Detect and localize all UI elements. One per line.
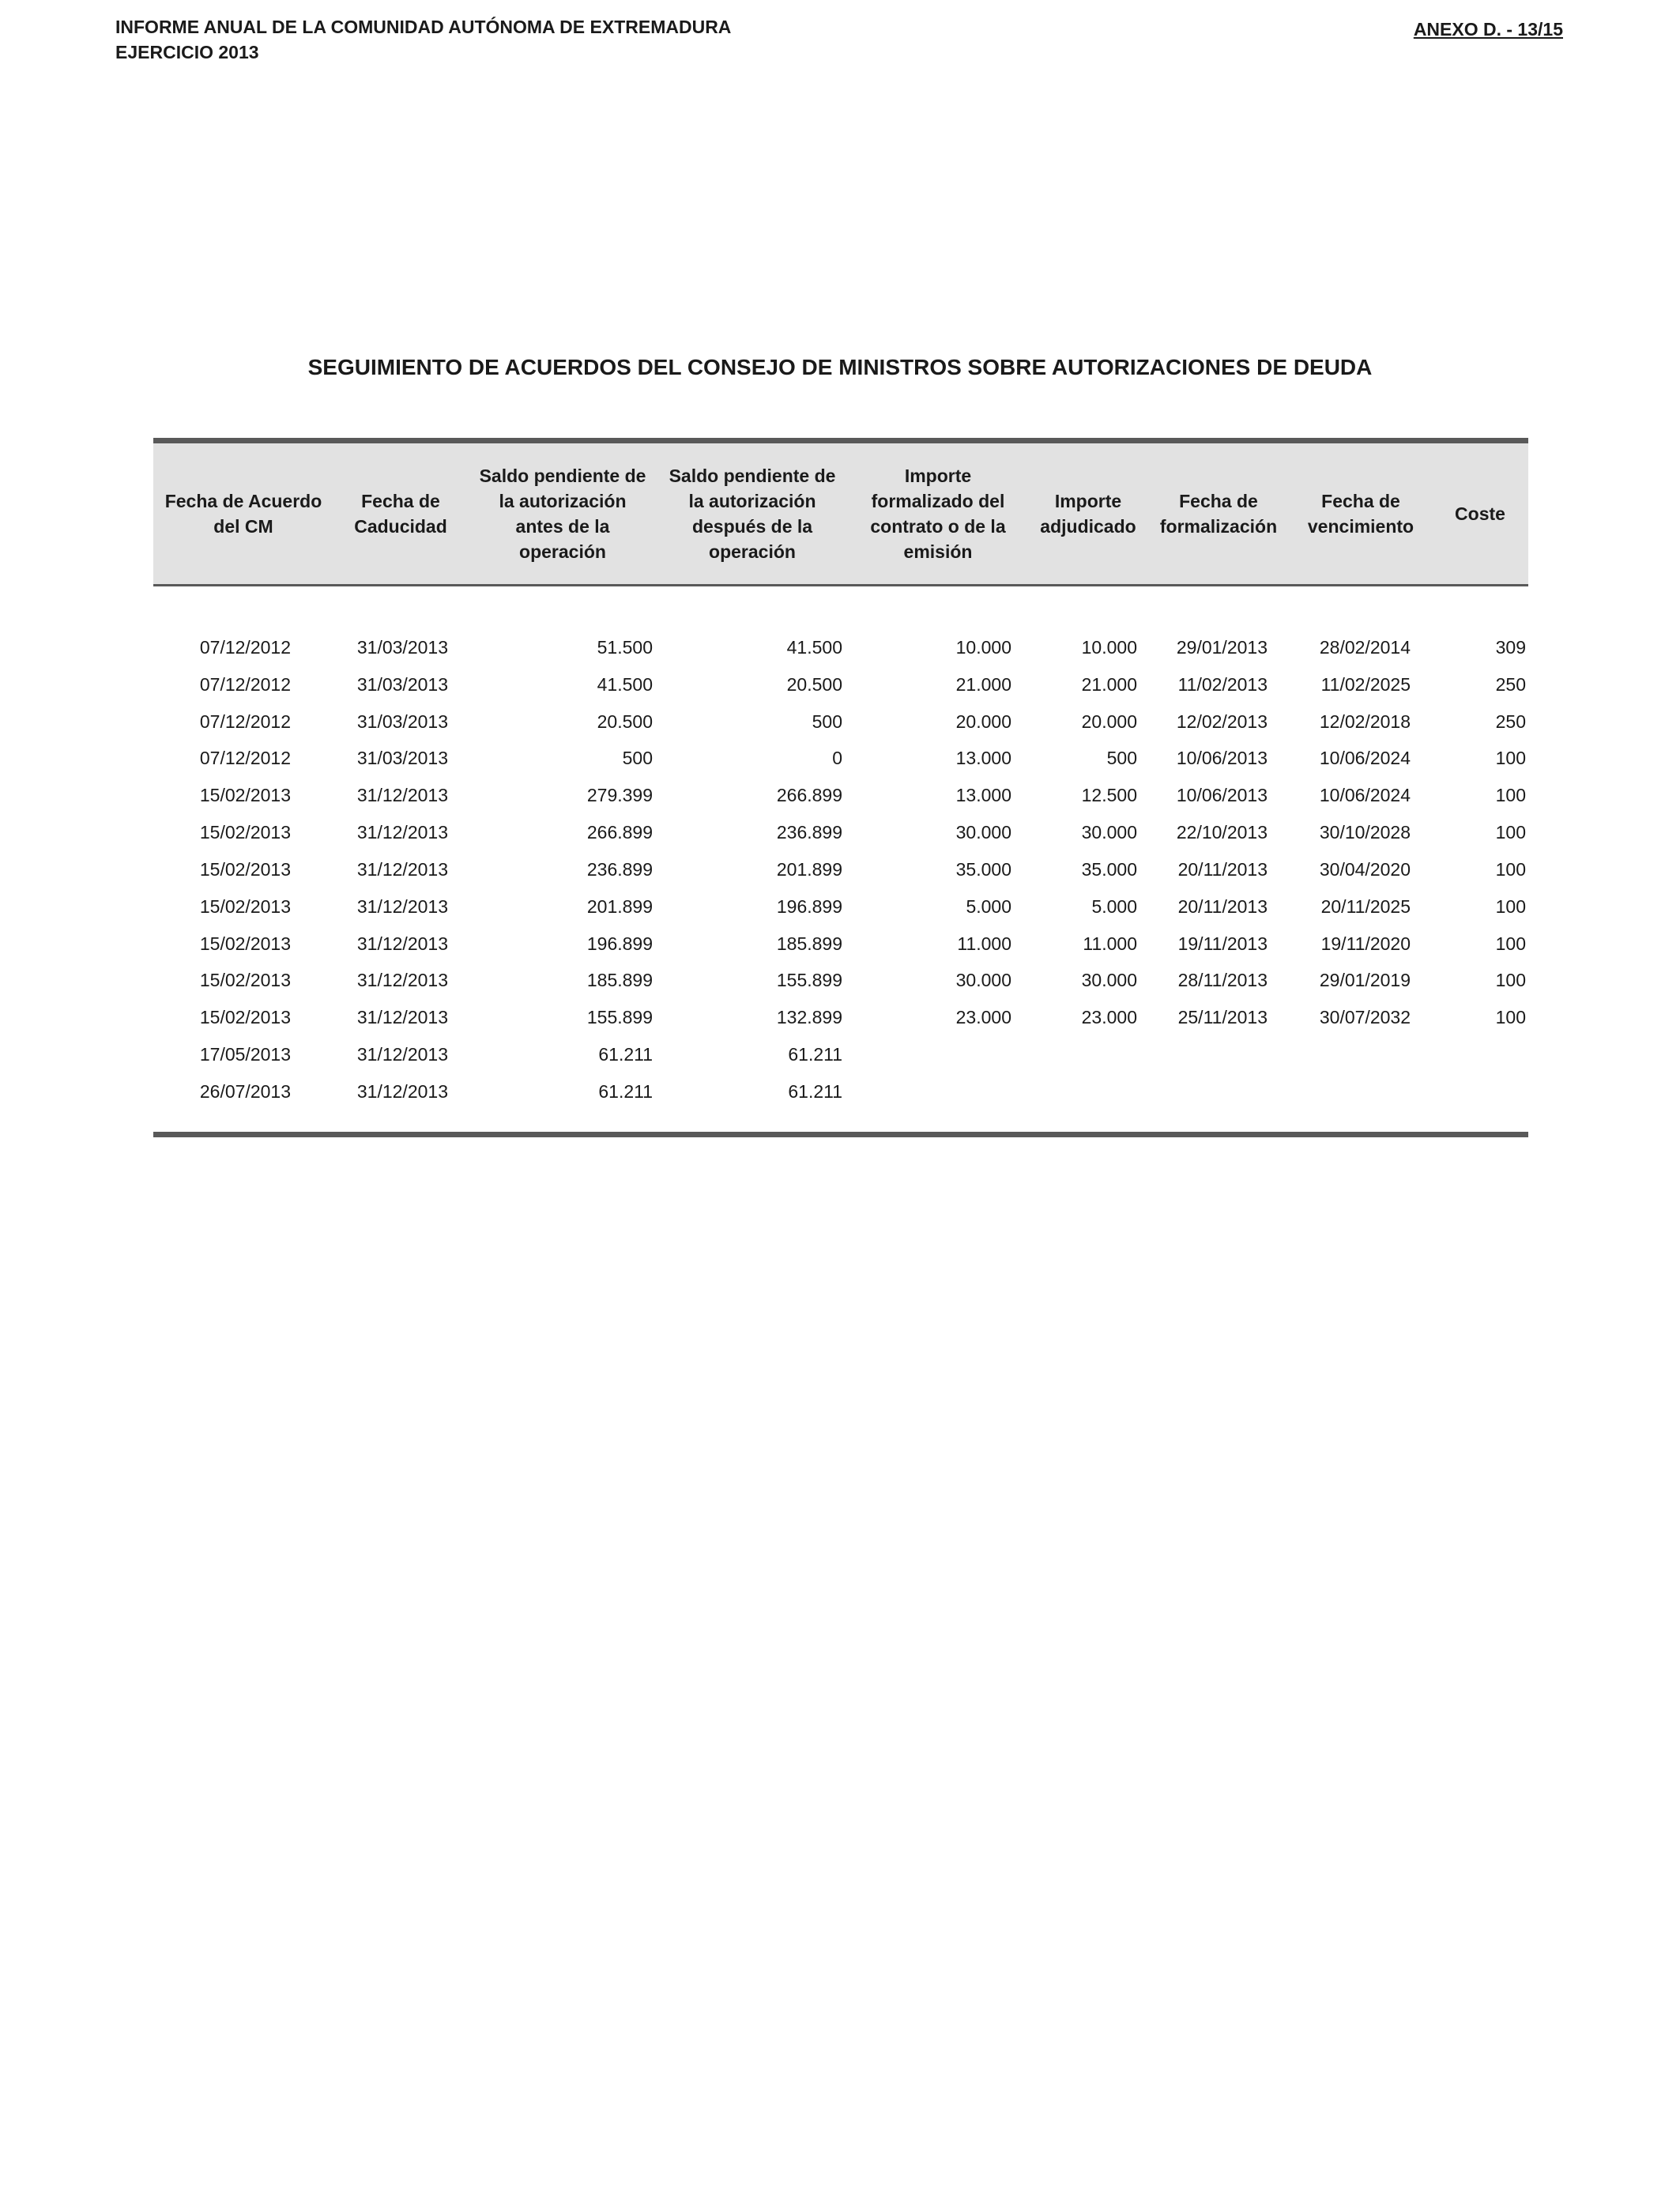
header-col-importe-formalizado: Importe formalizado del contrato o de la emisión	[870, 466, 1006, 562]
col-fecha-formalizacion-cell: 10/06/2013	[1176, 785, 1268, 806]
col-fecha-caducidad-cell: 31/12/2013	[356, 970, 448, 991]
col-fecha-formalizacion-cell: 29/01/2013	[1176, 637, 1268, 658]
report-year: EJERCICIO 2013	[115, 42, 259, 62]
col-fecha-acuerdo-cell: 07/12/2012	[199, 748, 291, 769]
col-fecha-vencimiento-cell: 30/07/2032	[1319, 1007, 1411, 1028]
col-importe-formalizado-cell: 5.000	[966, 895, 1011, 917]
col-importe-adjudicado-cell: 23.000	[1081, 1007, 1137, 1028]
col-fecha-caducidad-cell: 31/03/2013	[356, 711, 448, 732]
report-header	[115, 14, 731, 65]
col-saldo-antes-cell: 155.899	[586, 1007, 653, 1028]
header-col-saldo-despues: Saldo pendiente de la autorización después de la operación	[669, 466, 836, 562]
col-saldo-antes-cell: 20.500	[597, 711, 653, 732]
table-row	[153, 740, 1528, 777]
col-importe-adjudicado-cell: 30.000	[1081, 822, 1137, 843]
col-saldo-despues-cell: 155.899	[776, 970, 842, 991]
col-fecha-acuerdo-cell: 15/02/2013	[199, 858, 291, 880]
header-col-saldo-antes: Saldo pendiente de la autorización antes de la operación	[479, 466, 646, 562]
col-fecha-caducidad-cell: 31/03/2013	[356, 748, 448, 769]
col-fecha-acuerdo-cell: 15/02/2013	[199, 933, 291, 954]
col-fecha-acuerdo-cell: 07/12/2012	[199, 637, 291, 658]
col-fecha-formalizacion-cell: 11/02/2013	[1177, 673, 1268, 695]
table-row	[153, 999, 1528, 1036]
col-fecha-caducidad-cell: 31/12/2013	[356, 933, 448, 954]
col-coste-cell: 100	[1495, 895, 1526, 917]
col-saldo-antes-cell: 201.899	[586, 895, 653, 917]
col-coste-cell: 100	[1495, 970, 1526, 991]
col-fecha-vencimiento-cell: 29/01/2019	[1319, 970, 1411, 991]
col-saldo-antes-cell: 51.500	[597, 637, 653, 658]
col-fecha-caducidad-cell: 31/03/2013	[356, 673, 448, 695]
header-col-fecha-vencimiento: Fecha de vencimiento	[1307, 491, 1414, 537]
col-fecha-formalizacion-cell: 10/06/2013	[1176, 748, 1268, 769]
col-fecha-vencimiento-cell: 20/11/2025	[1320, 895, 1411, 917]
col-importe-formalizado-cell: 10.000	[955, 637, 1011, 658]
table-row	[153, 962, 1528, 999]
table-row	[153, 925, 1528, 963]
col-fecha-vencimiento-cell: 10/06/2024	[1319, 785, 1411, 806]
col-importe-adjudicado-cell: 5.000	[1091, 895, 1137, 917]
col-saldo-despues-cell: 41.500	[786, 637, 842, 658]
col-saldo-antes-cell: 196.899	[586, 933, 653, 954]
col-saldo-despues-cell: 61.211	[788, 1044, 842, 1065]
col-coste-cell: 100	[1495, 933, 1526, 954]
col-coste-cell: 100	[1495, 1007, 1526, 1028]
header-col-importe-adjudicado: Importe adjudicado	[1040, 491, 1136, 537]
table-row	[153, 777, 1528, 814]
col-coste-cell: 250	[1495, 711, 1526, 732]
col-coste-cell: 100	[1495, 858, 1526, 880]
col-coste-cell: 100	[1495, 822, 1526, 843]
col-saldo-despues-cell: 20.500	[786, 673, 842, 695]
debt-authorizations-table	[153, 438, 1528, 1137]
table-row	[153, 851, 1528, 888]
col-fecha-acuerdo-cell: 17/05/2013	[199, 1044, 291, 1065]
col-saldo-despues-cell: 266.899	[776, 785, 842, 806]
col-importe-adjudicado-cell: 20.000	[1081, 711, 1137, 732]
col-fecha-caducidad-cell: 31/03/2013	[356, 637, 448, 658]
col-fecha-formalizacion-cell: 20/11/2013	[1177, 858, 1268, 880]
table-body	[153, 586, 1528, 1132]
table-row	[153, 1036, 1528, 1073]
table-row	[153, 1073, 1528, 1110]
col-importe-formalizado-cell: 30.000	[955, 970, 1011, 991]
col-fecha-vencimiento-cell: 12/02/2018	[1319, 711, 1411, 732]
col-fecha-acuerdo-cell: 15/02/2013	[199, 785, 291, 806]
col-saldo-despues-cell: 132.899	[776, 1007, 842, 1028]
col-saldo-antes-cell: 279.399	[586, 785, 653, 806]
col-importe-adjudicado-cell: 35.000	[1081, 858, 1137, 880]
header-col-coste: Coste	[1455, 503, 1505, 524]
col-saldo-despues-cell: 500	[812, 711, 842, 732]
col-fecha-caducidad-cell: 31/12/2013	[356, 1080, 448, 1102]
table-bottom-rule	[153, 1132, 1528, 1137]
col-coste-cell: 100	[1495, 748, 1526, 769]
table-row	[153, 814, 1528, 851]
col-importe-formalizado-cell: 20.000	[955, 711, 1011, 732]
col-saldo-antes-cell: 185.899	[586, 970, 653, 991]
report-title: INFORME ANUAL DE LA COMUNIDAD AUTÓNOMA DE EXTREMADURA	[115, 17, 732, 37]
col-fecha-caducidad-cell: 31/12/2013	[356, 895, 448, 917]
col-fecha-caducidad-cell: 31/12/2013	[356, 1007, 448, 1028]
col-fecha-acuerdo-cell: 15/02/2013	[199, 822, 291, 843]
col-saldo-despues-cell: 185.899	[776, 933, 842, 954]
table-header	[153, 443, 1528, 586]
col-coste-cell: 309	[1495, 637, 1526, 658]
col-importe-adjudicado-cell: 11.000	[1083, 933, 1137, 954]
col-importe-adjudicado-cell: 10.000	[1081, 637, 1137, 658]
col-fecha-vencimiento-cell: 30/04/2020	[1319, 858, 1411, 880]
header-col-fecha-caducidad: Fecha de Caducidad	[354, 491, 447, 537]
col-fecha-acuerdo-cell: 07/12/2012	[199, 711, 291, 732]
col-fecha-caducidad-cell: 31/12/2013	[356, 785, 448, 806]
col-fecha-vencimiento-cell: 28/02/2014	[1319, 637, 1411, 658]
col-fecha-formalizacion-cell: 20/11/2013	[1177, 895, 1268, 917]
col-fecha-acuerdo-cell: 15/02/2013	[199, 970, 291, 991]
col-importe-formalizado-cell: 11.000	[957, 933, 1011, 954]
col-importe-adjudicado-cell: 21.000	[1081, 673, 1137, 695]
col-saldo-despues-cell: 0	[832, 748, 842, 769]
col-fecha-acuerdo-cell: 15/02/2013	[199, 1007, 291, 1028]
col-saldo-despues-cell: 61.211	[788, 1080, 842, 1102]
col-importe-formalizado-cell: 23.000	[955, 1007, 1011, 1028]
table-row	[153, 703, 1528, 741]
col-saldo-antes-cell: 41.500	[597, 673, 653, 695]
col-fecha-vencimiento-cell: 10/06/2024	[1319, 748, 1411, 769]
col-importe-formalizado-cell: 13.000	[955, 785, 1011, 806]
table-row	[153, 888, 1528, 925]
col-fecha-formalizacion-cell: 12/02/2013	[1176, 711, 1268, 732]
header-col-fecha-formalizacion: Fecha de formalización	[1159, 491, 1278, 537]
col-importe-adjudicado-cell: 12.500	[1081, 785, 1137, 806]
col-saldo-despues-cell: 201.899	[776, 858, 842, 880]
col-saldo-antes-cell: 61.211	[598, 1080, 653, 1102]
table-row	[153, 666, 1528, 703]
col-saldo-despues-cell: 196.899	[776, 895, 842, 917]
col-saldo-despues-cell: 236.899	[776, 822, 842, 843]
col-importe-formalizado-cell: 13.000	[955, 748, 1011, 769]
col-fecha-formalizacion-cell: 28/11/2013	[1177, 970, 1268, 991]
table-row	[153, 629, 1528, 666]
col-fecha-vencimiento-cell: 19/11/2020	[1320, 933, 1411, 954]
annex-label: ANEXO D. - 13/15	[1413, 19, 1563, 40]
col-fecha-acuerdo-cell: 15/02/2013	[199, 895, 291, 917]
col-fecha-formalizacion-cell: 19/11/2013	[1177, 933, 1268, 954]
table-top-rule	[153, 438, 1528, 443]
col-coste-cell: 100	[1495, 785, 1526, 806]
col-importe-adjudicado-cell: 500	[1106, 748, 1137, 769]
col-coste-cell: 250	[1495, 673, 1526, 695]
col-fecha-formalizacion-cell: 25/11/2013	[1177, 1007, 1268, 1028]
col-saldo-antes-cell: 266.899	[586, 822, 653, 843]
col-saldo-antes-cell: 500	[622, 748, 653, 769]
col-fecha-caducidad-cell: 31/12/2013	[356, 1044, 448, 1065]
col-fecha-caducidad-cell: 31/12/2013	[356, 822, 448, 843]
col-saldo-antes-cell: 236.899	[586, 858, 653, 880]
col-fecha-acuerdo-cell: 26/07/2013	[199, 1080, 291, 1102]
col-importe-formalizado-cell: 21.000	[955, 673, 1011, 695]
col-fecha-vencimiento-cell: 11/02/2025	[1320, 673, 1411, 695]
col-fecha-vencimiento-cell: 30/10/2028	[1319, 822, 1411, 843]
col-fecha-formalizacion-cell: 22/10/2013	[1176, 822, 1268, 843]
col-fecha-acuerdo-cell: 07/12/2012	[199, 673, 291, 695]
col-fecha-caducidad-cell: 31/12/2013	[356, 858, 448, 880]
page-title: SEGUIMIENTO DE ACUERDOS DEL CONSEJO DE MINISTROS SOBRE AUTORIZACIONES DE DEUDA	[307, 355, 1373, 379]
header-col-fecha-acuerdo: Fecha de Acuerdo del CM	[164, 491, 322, 537]
col-importe-formalizado-cell: 30.000	[955, 822, 1011, 843]
col-importe-adjudicado-cell: 30.000	[1081, 970, 1137, 991]
col-saldo-antes-cell: 61.211	[598, 1044, 653, 1065]
col-importe-formalizado-cell: 35.000	[955, 858, 1011, 880]
